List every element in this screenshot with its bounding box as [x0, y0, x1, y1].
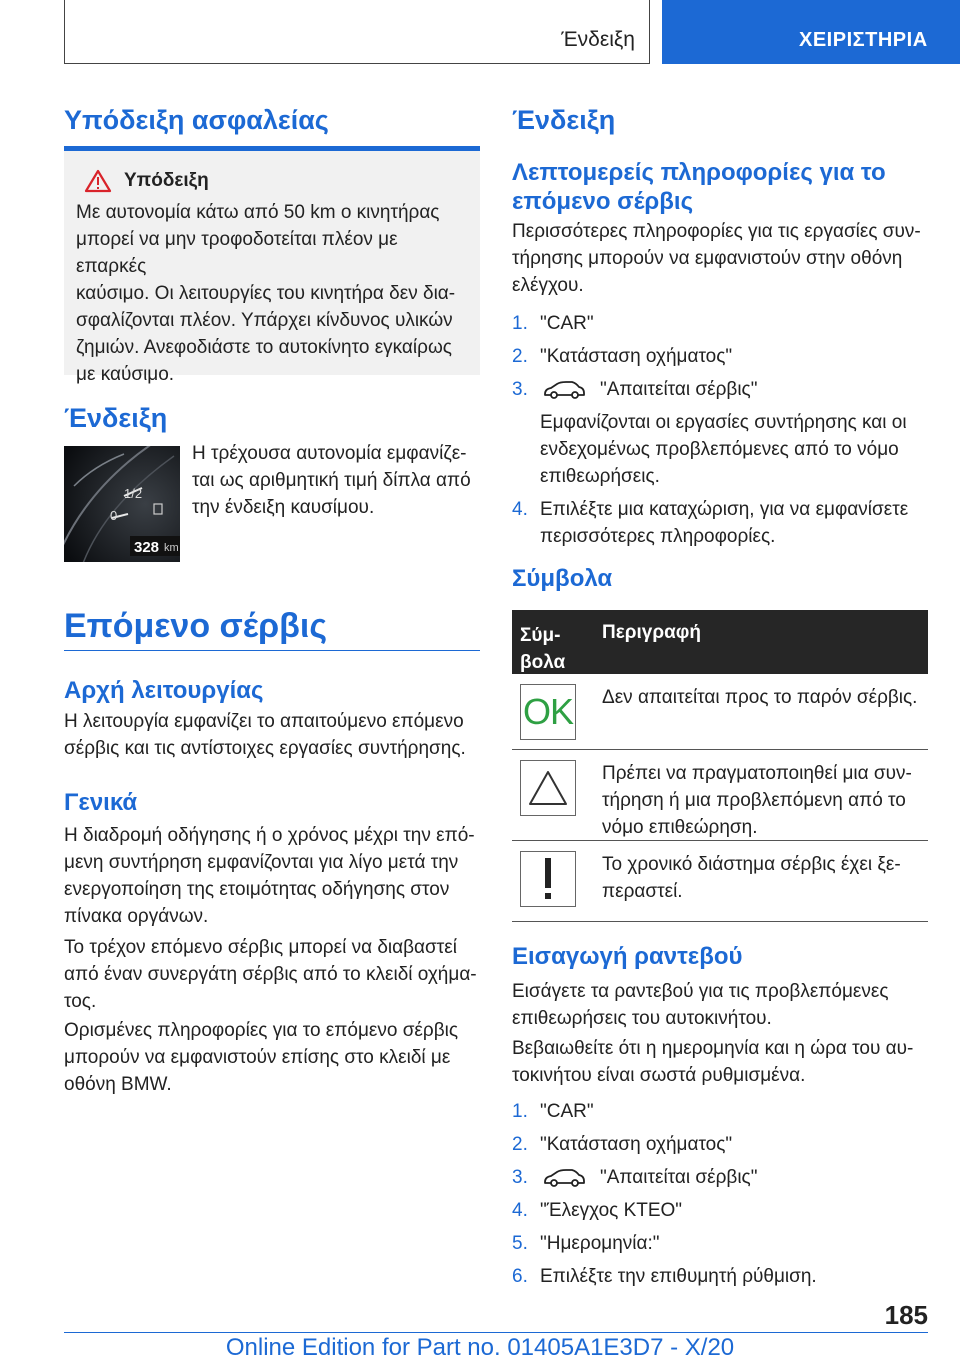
- display-line: Η τρέχουσα αυτονομία εμφανίζε-: [192, 443, 467, 464]
- general-line: μπορούν να εμφανιστούν επίσης στο κλειδί με: [64, 1047, 451, 1068]
- exclamation-symbol-icon: [520, 851, 576, 907]
- step-text: Επιλέξτε την επιθυμητή ρύθμιση.: [540, 1266, 817, 1287]
- details-line: τήρησης μπορούν να εμφανιστούν στην οθόνη: [512, 248, 903, 269]
- step-number: 2.: [512, 1134, 528, 1155]
- list-item: [512, 1164, 928, 1191]
- general-line: τος.: [64, 991, 97, 1012]
- car-service-icon: [542, 1168, 586, 1188]
- step-text: "Απαιτείται σέρβις": [600, 379, 758, 400]
- ok-symbol-text: OK: [522, 691, 573, 732]
- step-text: "Ημερομηνία:": [540, 1233, 660, 1254]
- header-section-title: Ένδειξη: [561, 28, 635, 51]
- details-line: ελέγχου.: [512, 275, 584, 296]
- list-item: [512, 343, 928, 370]
- heading-principle: Αρχή λειτουργίας: [64, 677, 264, 704]
- heading-details: [512, 158, 928, 216]
- heading-display-left: Ένδειξη: [64, 403, 168, 433]
- header-text: βολα: [520, 652, 566, 673]
- table-cell-text: Το χρονικό διάστημα σέρβις έχει ξε-περαστεί.: [602, 854, 901, 902]
- warning-line: καύσιμο. Οι λειτουργίες του κινητήρα δεν δια-: [76, 283, 456, 304]
- step-text: "Απαιτείται σέρβις": [600, 1167, 758, 1188]
- table-header: [512, 610, 928, 674]
- principle-line: Η λειτουργία εμφανίζει το απαιτούμενο επόμενο: [64, 711, 464, 732]
- appointment-line: επιθεωρήσεις του αυτοκινήτου.: [512, 1008, 772, 1029]
- appointment-line: Βεβαιωθείτε ότι η ημερομηνία και η ώρα του αυ-: [512, 1038, 914, 1059]
- general-line: οθόνη BMW.: [64, 1074, 172, 1095]
- step-number: 3.: [512, 1167, 528, 1188]
- warning-line: μπορεί να μην τροφοδοτείται πλέον με επαρκές: [76, 229, 398, 277]
- footer-rule: [64, 1332, 928, 1333]
- table-row: [512, 841, 928, 922]
- gauge-zero-label: 0: [110, 508, 118, 523]
- display-line: ται ως αριθμητική τιμή δίπλα από: [192, 470, 471, 491]
- footer-edition-text: Online Edition for Part no. 01405A1E3D7 - X/20: [225, 1334, 735, 1361]
- principle-text: [64, 708, 480, 762]
- list-item: [512, 1230, 928, 1257]
- general-line: Το τρέχον επόμενο σέρβις μπορεί να διαβαστεί: [64, 937, 457, 958]
- step-text: "CAR": [540, 313, 594, 334]
- symbols-table: [512, 610, 928, 922]
- fuel-gauge-image: [64, 446, 180, 562]
- header-chapter-tab: ΧΕΙΡΙΣΤΗΡΙΑ: [662, 0, 960, 64]
- step-number: 3.: [512, 379, 528, 400]
- list-item: [512, 1263, 928, 1290]
- list-item: [512, 1197, 928, 1224]
- general-paragraph-1: [64, 822, 480, 930]
- step-text: Επιλέξτε μια καταχώριση, για να εμφανίσετε περισσότερες πληροφορίες.: [540, 499, 909, 547]
- warning-line: ζημιών. Ανεφοδιάστε το αυτοκίνητο εγκαίρως: [76, 337, 452, 358]
- warning-text: [74, 199, 470, 388]
- general-line: ενεργοποίηση της ετοιμότητας οδήγησης στον: [64, 879, 450, 900]
- section-rule: [64, 650, 480, 651]
- heading-details-line: Λεπτομερείς πληροφορίες για το: [512, 159, 886, 186]
- appointment-line: Εισάγετε τα ραντεβού για τις προβλεπόμενες: [512, 981, 889, 1002]
- table-row: [512, 750, 928, 841]
- car-service-icon: [542, 380, 586, 400]
- list-item: [512, 1131, 928, 1158]
- header-box: [64, 0, 650, 64]
- step-number: 1.: [512, 1101, 528, 1122]
- warning-box: [64, 151, 480, 385]
- principle-line: σέρβις και τις αντίστοιχες εργασίες συντήρησης.: [64, 738, 466, 759]
- table-cell-symbol: [512, 841, 594, 921]
- appointment-paragraph-1: [512, 978, 928, 1032]
- step-text: "Κατάσταση οχήματος": [540, 1134, 733, 1155]
- table-header-symbol: [512, 610, 594, 674]
- gauge-range-value: 328: [134, 539, 160, 556]
- list-item: [512, 1098, 928, 1125]
- warning-line: Με αυτονομία κάτω από 50 km ο κινητήρας: [76, 202, 440, 223]
- general-line: μενη συντήρηση εμφανίζονται για λίγο μετά την: [64, 852, 459, 873]
- step-number: 1.: [512, 313, 528, 334]
- warning-triangle-icon: [84, 169, 112, 193]
- steps-list-details: [512, 310, 928, 556]
- heading-next-service: Επόμενο σέρβις: [64, 607, 328, 645]
- list-item: [512, 310, 928, 337]
- heading-safety-notice: Υπόδειξη ασφαλείας: [64, 105, 329, 135]
- display-line: την ένδειξη καυσίμου.: [192, 497, 375, 518]
- details-line: Περισσότερες πληροφορίες για τις εργασίες συν-: [512, 221, 921, 242]
- step-text: "Έλεγχος ΚΤΕΟ": [540, 1200, 683, 1221]
- appointment-line: τοκινήτου είναι σωστά ρυθμισμένα.: [512, 1065, 806, 1086]
- step-number: 2.: [512, 346, 528, 367]
- step-number: [512, 409, 540, 490]
- warning-line: με καύσιμο.: [76, 364, 175, 385]
- table-cell-symbol: [512, 750, 594, 840]
- appointment-paragraph-2: [512, 1035, 928, 1089]
- display-description: [192, 440, 482, 521]
- general-line: Η διαδρομή οδήγησης ή ο χρόνος μέχρι την επό-: [64, 825, 475, 846]
- page-number: 185: [884, 1300, 928, 1330]
- heading-display-right: Ένδειξη: [512, 105, 616, 135]
- heading-general: Γενικά: [64, 789, 138, 816]
- details-text: [512, 218, 928, 299]
- warning-title: Υπόδειξη: [124, 170, 209, 191]
- table-cell-text: Δεν απαιτείται προς το παρόν σέρβις.: [602, 687, 918, 708]
- general-paragraph-2: [64, 934, 480, 1015]
- step-text: "CAR": [540, 1101, 594, 1122]
- heading-details-line: επόμενο σέρβις: [512, 188, 694, 215]
- triangle-symbol-icon: [520, 760, 576, 816]
- list-item: [512, 376, 928, 403]
- heading-symbols: Σύμβολα: [512, 565, 613, 592]
- list-item: [512, 496, 928, 550]
- gauge-half-label: 1/2: [124, 486, 143, 501]
- step-number: 4.: [512, 1200, 528, 1221]
- step-text: Εμφανίζονται οι εργασίες συντήρησης και οι ενδεχομένως προβλεπόμενες από το νόμο επιθεωρήσεις.: [540, 412, 907, 487]
- step-number: 6.: [512, 1266, 528, 1287]
- table-cell-text: Πρέπει να πραγματοποιηθεί μια συν-τήρηση ή μια προβλεπόμενη από το νόμο επιθεώρηση.: [602, 763, 912, 838]
- header-text: Σύμ-: [520, 625, 561, 646]
- steps-list-appointment: [512, 1098, 928, 1296]
- step-number: 5.: [512, 1233, 528, 1254]
- gauge-range-unit: km: [164, 542, 179, 554]
- step-number: 4.: [512, 499, 528, 520]
- general-line: Ορισμένες πληροφορίες για το επόμενο σέρβις: [64, 1020, 459, 1041]
- heading-appointment: Εισαγωγή ραντεβού: [512, 943, 743, 970]
- general-paragraph-3: [64, 1017, 480, 1098]
- warning-line: σφαλίζονται πλέον. Υπάρχει κίνδυνος υλικών: [76, 310, 453, 331]
- table-header-description: Περιγραφή: [602, 622, 701, 643]
- step-text: "Κατάσταση οχήματος": [540, 346, 733, 367]
- general-line: από έναν συνεργάτη σέρβις από το κλειδί οχήμα-: [64, 964, 477, 985]
- table-cell-symbol: [512, 674, 594, 749]
- ok-symbol-icon: [520, 684, 576, 740]
- table-row: [512, 674, 928, 750]
- general-line: πίνακα οργάνων.: [64, 906, 209, 927]
- list-item: [512, 409, 928, 490]
